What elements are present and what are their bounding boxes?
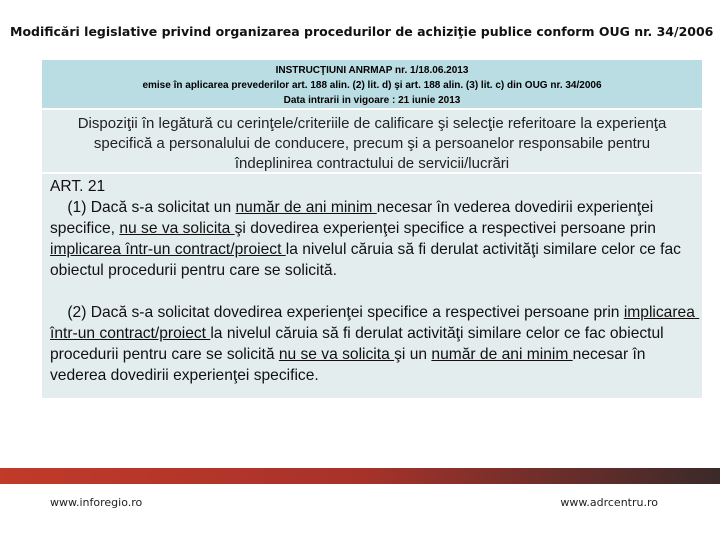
subtitle-box xyxy=(42,110,702,172)
p1-text-d: la nivelul căruia să fi derulat activităţi similare celor ce fac obiectul procedurii pentru care se solicită. xyxy=(50,241,686,279)
p2-underline-years: număr de ani minim xyxy=(431,346,573,363)
article-paragraph-1 xyxy=(50,197,696,281)
p2-text-b: la nivelul căruia să fi derulat activităţi similare celor ce fac obiectul procedurii pentru care se solicită xyxy=(50,325,668,363)
footer-link-adrcentru[interactable]: www.adrcentru.ro xyxy=(560,496,658,509)
header-line-date: Data intrarii in vigoare : 21 iunie 2013 xyxy=(283,95,461,106)
p1-text-a: (1) Dacă s-a solicitat un xyxy=(50,199,236,216)
slide-title: Modificări legislative privind organizarea procedurilor de achiziţie publice conform OUG nr. 34/2006 xyxy=(10,24,714,39)
header-line-title: INSTRUCŢIUNI ANRMAP nr. 1/18.06.2013 xyxy=(275,65,469,76)
p2-underline-not-required: nu se va solicita xyxy=(278,346,395,363)
article-paragraph-2 xyxy=(50,302,700,386)
article-heading: ART. 21 xyxy=(50,178,106,195)
p2-text-a: (2) Dacă s-a solicitat dovedirea experienţei specifice a respectivei persoane prin xyxy=(50,304,624,321)
p2-underline-contract: implicarea într-un contract/proiect xyxy=(50,304,700,342)
p1-text-c: şi dovedirea experienţei specifice a respectivei persoane prin xyxy=(234,220,661,237)
article-box xyxy=(42,174,702,398)
footer-link-inforegio[interactable]: www.inforegio.ro xyxy=(50,496,143,509)
p1-underline-years: număr de ani minim xyxy=(235,199,377,216)
p1-text-b: necesar în vederea dovedirii experienţei specifice, xyxy=(50,199,658,237)
p1-underline-contract: implicarea într-un contract/proiect xyxy=(50,241,286,258)
p2-text-c: şi un xyxy=(394,346,432,363)
paragraph-gap xyxy=(50,281,696,302)
header-line-issued: emise în aplicarea prevederilor art. 188 alin. (2) lit. d) şi art. 188 alin. (3) lit. c) din OUG nr. 34/2006 xyxy=(142,80,602,91)
p2-text-d: necesar în vederea dovedirii experienţei specifice. xyxy=(50,346,650,384)
p1-underline-not-required: nu se va solicita xyxy=(119,220,235,237)
subtitle-text: Dispoziţii în legătură cu cerinţele/criteriile de calificare şi selecţie referitoare la experienţa specifică a personalului de conducere, precum şi a persoanelor responsabile pentru îndeplinirea contractului de servicii/lucrări xyxy=(77,115,667,172)
instruction-header xyxy=(42,60,702,108)
footer-bar xyxy=(0,468,720,484)
